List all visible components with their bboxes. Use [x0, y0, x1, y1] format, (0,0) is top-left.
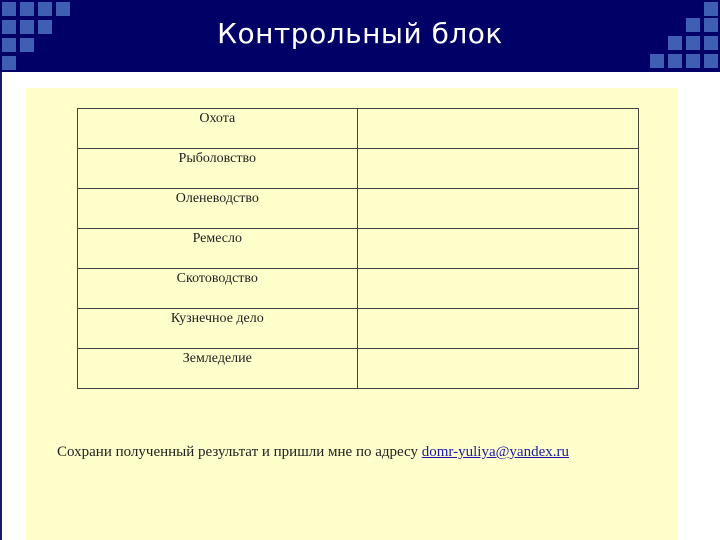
- decor-square-icon: [650, 54, 664, 68]
- answer-cell[interactable]: [357, 349, 638, 389]
- decor-square-icon: [20, 2, 34, 16]
- answer-cell[interactable]: [357, 229, 638, 269]
- activity-label: Скотоводство: [78, 269, 358, 309]
- table-row: [78, 269, 639, 309]
- table-row: [78, 229, 639, 269]
- title-bar: [0, 0, 720, 72]
- activity-label: Охота: [78, 109, 358, 149]
- table-row: [78, 109, 639, 149]
- email-link[interactable]: domr-yuliya@yandex.ru: [421, 444, 569, 460]
- divider: [0, 72, 2, 540]
- table-row: [78, 349, 639, 389]
- decor-square-icon: [668, 54, 682, 68]
- activities-table: [77, 108, 639, 389]
- decor-square-icon: [704, 54, 718, 68]
- answer-cell[interactable]: [357, 309, 638, 349]
- activity-label: Оленеводство: [78, 189, 358, 229]
- activity-label: Ремесло: [78, 229, 358, 269]
- activity-label: Земледелие: [78, 349, 358, 389]
- decor-square-icon: [56, 2, 70, 16]
- answer-cell[interactable]: [357, 189, 638, 229]
- decor-square-icon: [704, 2, 718, 16]
- answer-cell[interactable]: [357, 269, 638, 309]
- page-title: Контрольный блок: [217, 17, 503, 50]
- instruction-text: [57, 444, 569, 461]
- instruction-label: Сохрани полученный результат и пришли мне по адресу: [57, 444, 419, 460]
- decor-square-icon: [686, 54, 700, 68]
- decor-square-icon: [2, 2, 16, 16]
- activity-label: Рыболовство: [78, 149, 358, 189]
- table-row: [78, 309, 639, 349]
- decor-square-icon: [38, 2, 52, 16]
- decor-square-icon: [2, 56, 16, 70]
- document-panel: [26, 88, 678, 540]
- answer-cell[interactable]: [357, 149, 638, 189]
- table-row: [78, 189, 639, 229]
- activity-label: Кузнечное дело: [78, 309, 358, 349]
- table-row: [78, 149, 639, 189]
- answer-cell[interactable]: [357, 109, 638, 149]
